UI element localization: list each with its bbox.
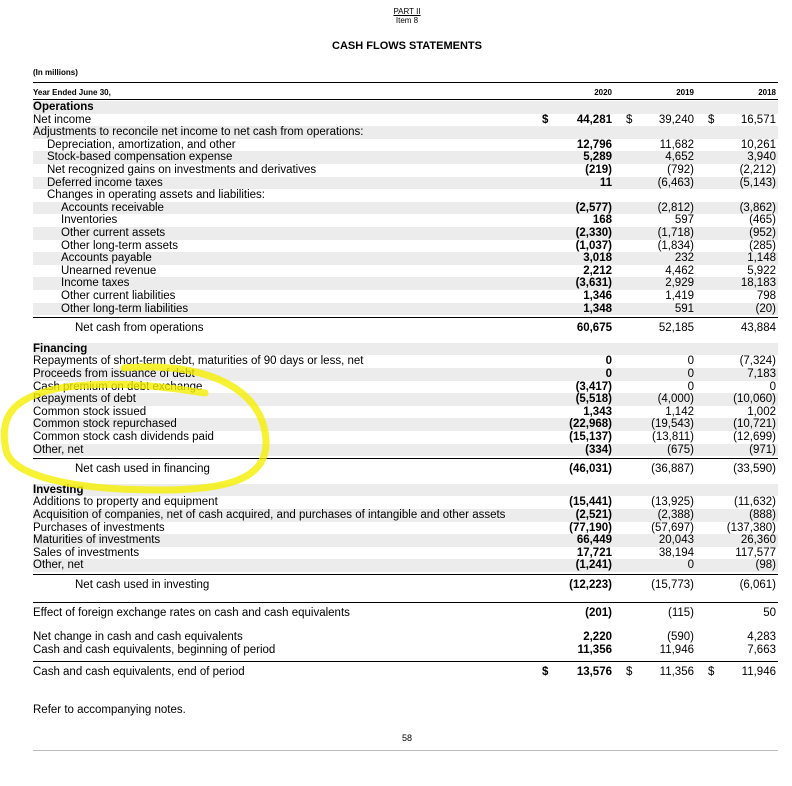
row-label: Net recognized gains on investments and derivatives xyxy=(47,164,317,176)
line-item-row xyxy=(33,214,778,227)
value-2020: (219) xyxy=(585,164,612,176)
line-item-row xyxy=(33,406,778,419)
value-2018: (285) xyxy=(749,239,776,252)
total-row xyxy=(33,607,778,620)
value-2019: (2,812) xyxy=(657,201,694,214)
line-item-row xyxy=(33,393,778,406)
line-item-row xyxy=(33,381,778,394)
value-2019: 20,043 xyxy=(658,534,694,547)
line-item-row xyxy=(33,126,778,139)
value-2020: 1,343 xyxy=(583,405,612,418)
currency-symbol: $ xyxy=(708,113,715,126)
value-2019: (4,000) xyxy=(657,393,694,406)
row-label: Accounts receivable xyxy=(61,201,164,214)
subtotal-rule xyxy=(33,602,778,603)
row-label: Unearned revenue xyxy=(61,264,157,277)
value-2018: 1,002 xyxy=(747,405,776,418)
value-2018: (888) xyxy=(749,509,776,521)
line-item-row xyxy=(33,631,778,644)
line-item-row xyxy=(33,139,778,152)
value-2020: (22,968) xyxy=(569,418,612,431)
value-2018: (12,699) xyxy=(733,431,776,443)
value-2019: 1,142 xyxy=(665,405,694,418)
line-item-row xyxy=(33,534,778,547)
value-2018: (5,143) xyxy=(739,176,776,189)
value-2018: (10,060) xyxy=(733,393,776,406)
value-2018: 7,183 xyxy=(747,368,776,380)
row-label: Common stock repurchased xyxy=(33,418,177,431)
statement-title: CASH FLOWS STATEMENTS xyxy=(332,40,482,52)
value-2020: 17,721 xyxy=(576,546,612,559)
line-item-row xyxy=(33,509,778,522)
total-row xyxy=(33,666,778,679)
line-item-row xyxy=(33,240,778,253)
value-2020: (1,037) xyxy=(575,239,612,252)
value-2018: (7,324) xyxy=(739,355,776,368)
total-row xyxy=(33,463,778,476)
row-label: Other long-term liabilities xyxy=(61,302,189,315)
value-2019: (590) xyxy=(667,631,694,644)
line-item-row xyxy=(33,252,778,265)
value-2019: 0 xyxy=(687,380,694,393)
line-item-row xyxy=(33,164,778,177)
value-2019: 2,929 xyxy=(665,277,694,290)
value-2019: (1,834) xyxy=(657,239,694,252)
value-2018: (2,212) xyxy=(739,164,776,176)
value-2020: (2,521) xyxy=(575,509,612,521)
row-label: Acquisition of companies, net of cash acquired, and purchases of intangible and other assets xyxy=(33,509,506,521)
year-ended-label: Year Ended June 30, xyxy=(33,88,111,97)
value-2018: (952) xyxy=(749,227,776,239)
row-label: Net change in cash and cash equivalents xyxy=(33,631,243,644)
currency-symbol: $ xyxy=(626,113,633,126)
value-2018: (137,380) xyxy=(726,521,776,534)
row-label: Other, net xyxy=(33,443,84,456)
header-rule xyxy=(33,99,778,100)
subtotal-rule xyxy=(33,317,778,318)
value-2018: 16,571 xyxy=(740,113,776,126)
value-2020: 168 xyxy=(592,214,612,227)
row-label: Maturities of investments xyxy=(33,534,161,547)
value-2019: (792) xyxy=(667,164,694,176)
row-label: Cash and cash equivalents, beginning of period xyxy=(33,643,276,656)
row-label: Effect of foreign exchange rates on cash and cash equivalents xyxy=(33,606,350,619)
row-label: Net cash from operations xyxy=(75,322,204,335)
value-2019: 11,356 xyxy=(659,666,694,679)
row-label: Common stock issued xyxy=(33,405,147,418)
value-2020: (3,631) xyxy=(575,277,612,290)
row-label: Net cash used in financing xyxy=(75,463,210,476)
row-label: Inventories xyxy=(61,214,118,227)
value-2020: 12,796 xyxy=(576,138,612,151)
value-2018: (98) xyxy=(755,559,776,572)
line-item-row xyxy=(33,177,778,190)
row-label: Operations xyxy=(33,101,94,113)
row-label: Other current assets xyxy=(61,227,166,239)
value-2020: 66,449 xyxy=(576,534,612,547)
value-2020: 11,356 xyxy=(577,643,612,656)
value-2018: (6,061) xyxy=(739,579,776,591)
currency-symbol: $ xyxy=(626,666,633,679)
row-label: Adjustments to reconcile net income to net cash from operations: xyxy=(33,126,364,139)
row-label: Depreciation, amortization, and other xyxy=(47,138,236,151)
value-2018: (3,862) xyxy=(739,201,776,214)
value-2018: 26,360 xyxy=(740,534,776,547)
line-item-row xyxy=(33,644,778,657)
value-2020: 3,018 xyxy=(583,252,612,265)
value-2019: (15,773) xyxy=(651,579,694,591)
bottom-rule xyxy=(33,750,778,751)
value-2018: 1,148 xyxy=(747,252,776,265)
value-2019: 11,682 xyxy=(659,138,694,151)
value-2020: 11 xyxy=(599,176,612,189)
row-label: Repayments of short-term debt, maturities of 90 days or less, net xyxy=(33,355,364,368)
row-label: Investing xyxy=(33,483,84,496)
value-2020: (334) xyxy=(585,443,612,456)
value-2020: (77,190) xyxy=(569,521,612,534)
value-2020: (5,518) xyxy=(575,393,612,406)
value-2020: 0 xyxy=(605,355,612,368)
row-label: Proceeds from issuance of debt xyxy=(33,368,195,380)
value-2018: 5,922 xyxy=(747,264,776,277)
value-2018: 43,884 xyxy=(740,322,776,335)
value-2019: (36,887) xyxy=(651,463,694,476)
line-item-row xyxy=(33,431,778,444)
line-item-row xyxy=(33,265,778,278)
value-2020: (201) xyxy=(585,606,612,619)
year-header-2020: 2020 xyxy=(594,88,612,97)
value-2018: 11,946 xyxy=(741,666,776,679)
line-item-row xyxy=(33,522,778,535)
value-2019: 0 xyxy=(687,355,694,368)
value-2018: 50 xyxy=(763,606,776,619)
currency-symbol: $ xyxy=(708,666,715,679)
value-2020: 2,220 xyxy=(583,631,612,644)
value-2019: 0 xyxy=(687,368,694,380)
row-label: Other, net xyxy=(33,559,84,572)
value-2018: (971) xyxy=(749,443,776,456)
value-2019: (13,925) xyxy=(651,496,694,509)
subtotal-rule xyxy=(33,458,778,459)
value-2019: 232 xyxy=(674,252,694,265)
row-label: Accounts payable xyxy=(61,252,152,265)
value-2019: (6,463) xyxy=(657,176,694,189)
row-label: Common stock cash dividends paid xyxy=(33,431,214,443)
value-2020: 44,281 xyxy=(576,113,612,126)
value-2020: 60,675 xyxy=(576,322,612,335)
line-item-row xyxy=(33,496,778,509)
value-2019: (19,543) xyxy=(651,418,694,431)
value-2020: (46,031) xyxy=(569,463,612,476)
value-2020: (12,223) xyxy=(569,579,612,591)
value-2020: (2,330) xyxy=(575,227,612,239)
value-2018: 18,183 xyxy=(740,277,776,290)
value-2019: 4,652 xyxy=(665,151,694,164)
top-rule xyxy=(33,82,778,83)
row-label: Other long-term assets xyxy=(61,239,178,252)
line-item-row xyxy=(33,418,778,431)
line-item-row xyxy=(33,368,778,381)
value-2018: 3,940 xyxy=(747,151,776,164)
line-item-row xyxy=(33,189,778,202)
item-label: Item 8 xyxy=(395,16,419,25)
line-item-row xyxy=(33,290,778,303)
value-2018: 0 xyxy=(769,380,776,393)
value-2019: 4,462 xyxy=(665,264,694,277)
page-number: 58 xyxy=(401,733,412,743)
row-label: Net cash used in investing xyxy=(75,579,210,591)
value-2019: 39,240 xyxy=(658,113,694,126)
row-label: Stock-based compensation expense xyxy=(47,151,233,164)
value-2019: 52,185 xyxy=(658,322,694,335)
value-2020: (15,441) xyxy=(569,496,612,509)
row-label: Deferred income taxes xyxy=(47,176,163,189)
value-2019: (1,718) xyxy=(657,227,694,239)
value-2019: 38,194 xyxy=(658,546,694,559)
units-label: (In millions) xyxy=(33,68,78,77)
row-label: Purchases of investments xyxy=(33,521,165,534)
value-2018: (33,590) xyxy=(733,463,776,476)
line-item-row xyxy=(33,227,778,240)
value-2020: 1,346 xyxy=(583,290,612,302)
footnote: Refer to accompanying notes. xyxy=(33,704,186,716)
value-2020: 5,289 xyxy=(583,151,612,164)
line-item-row xyxy=(33,151,778,164)
currency-symbol: $ xyxy=(542,113,549,126)
value-2020: 0 xyxy=(605,368,612,380)
value-2018: 117,577 xyxy=(735,546,776,559)
value-2019: (2,388) xyxy=(657,509,694,521)
section-heading-row xyxy=(33,101,778,114)
section-heading-row xyxy=(33,484,778,497)
year-header-2019: 2019 xyxy=(676,88,694,97)
line-item-row xyxy=(33,202,778,215)
row-label: Cash and cash equivalents, end of period xyxy=(33,666,245,679)
currency-symbol: $ xyxy=(542,666,549,679)
row-label: Sales of investments xyxy=(33,546,140,559)
value-2018: 4,283 xyxy=(747,631,776,644)
line-item-row xyxy=(33,547,778,560)
subtotal-rule xyxy=(33,574,778,575)
part-heading xyxy=(0,7,792,25)
value-2019: (115) xyxy=(668,606,694,619)
line-item-row xyxy=(33,277,778,290)
section-heading-row xyxy=(33,343,778,356)
value-2018: (20) xyxy=(755,302,776,315)
row-label: Net income xyxy=(33,113,92,126)
line-item-row xyxy=(33,114,778,127)
row-label: Cash premium on debt exchange xyxy=(33,380,203,393)
value-2018: 7,663 xyxy=(747,643,776,656)
value-2019: 1,419 xyxy=(665,290,694,302)
value-2019: (57,697) xyxy=(651,521,694,534)
row-label: Additions to property and equipment xyxy=(33,496,218,509)
value-2019: (13,811) xyxy=(652,431,694,443)
row-label: Other current liabilities xyxy=(61,290,176,302)
value-2020: (3,417) xyxy=(575,380,612,393)
line-item-row xyxy=(33,559,778,572)
row-label: Financing xyxy=(33,342,88,355)
value-2020: 2,212 xyxy=(583,264,612,277)
row-label: Changes in operating assets and liabilities: xyxy=(47,189,265,202)
value-2019: 11,946 xyxy=(659,643,694,656)
value-2020: (1,241) xyxy=(575,559,612,572)
value-2019: 597 xyxy=(674,214,694,227)
part-label: PART II xyxy=(393,7,421,16)
total-row xyxy=(33,322,778,335)
subtotal-rule xyxy=(33,661,778,662)
value-2018: (465) xyxy=(749,214,776,227)
value-2019: 591 xyxy=(674,302,694,315)
row-label: Repayments of debt xyxy=(33,393,136,406)
value-2018: (11,632) xyxy=(734,496,776,509)
value-2018: 798 xyxy=(756,290,776,302)
value-2019: (675) xyxy=(667,443,694,456)
value-2018: (10,721) xyxy=(733,418,776,431)
total-row xyxy=(33,579,778,592)
row-label: Income taxes xyxy=(61,277,130,290)
line-item-row xyxy=(33,303,778,316)
value-2020: (15,137) xyxy=(569,431,612,443)
value-2018: 10,261 xyxy=(740,138,776,151)
year-header-2018: 2018 xyxy=(758,88,776,97)
value-2020: 13,576 xyxy=(576,666,612,679)
value-2020: (2,577) xyxy=(575,201,612,214)
line-item-row xyxy=(33,444,778,457)
value-2020: 1,348 xyxy=(583,302,612,315)
value-2019: 0 xyxy=(687,559,694,572)
line-item-row xyxy=(33,355,778,368)
